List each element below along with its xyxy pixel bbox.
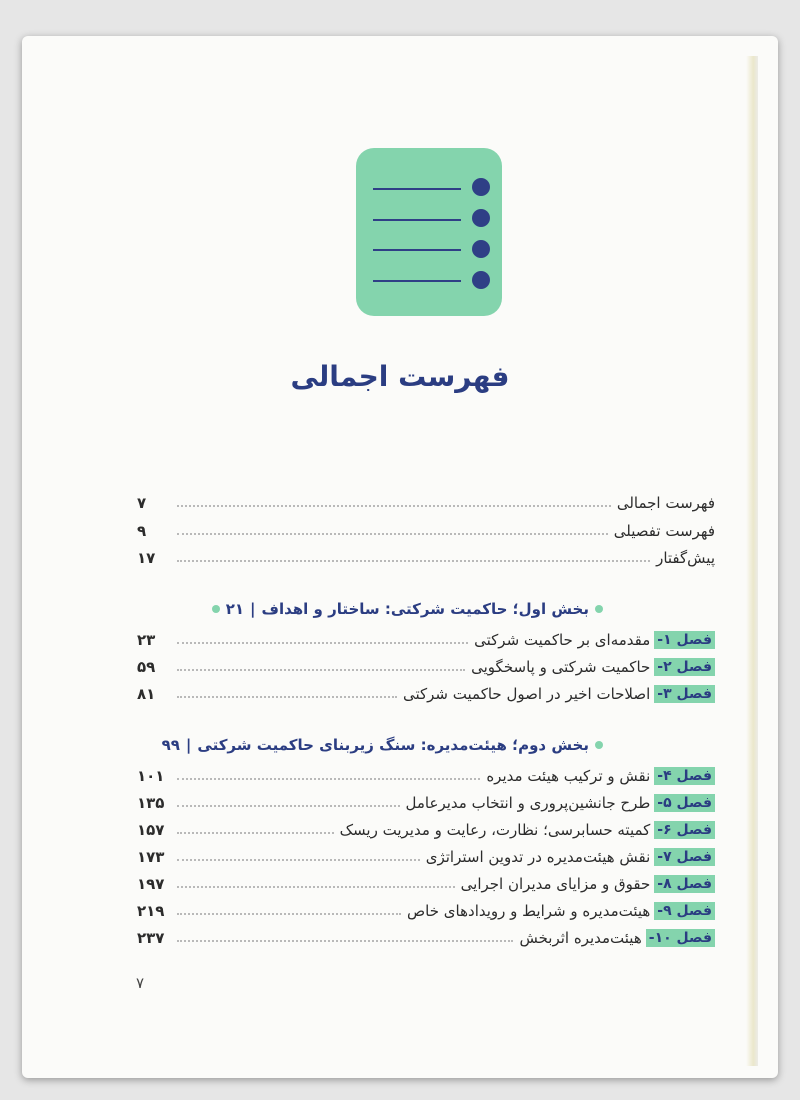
bullet-dot [595, 605, 603, 613]
dot-leader [177, 886, 455, 888]
separator: | [250, 600, 256, 618]
list-line [373, 280, 461, 282]
chapter-badge: فصل ۱- [654, 631, 715, 649]
chapter-entry[interactable] [137, 869, 715, 893]
toc-page-number: ۱۳۵ [137, 794, 165, 812]
toc-page-number: ۷ [137, 494, 147, 512]
toc-page-number: ۱۵۷ [137, 821, 165, 839]
list-bullet [472, 209, 490, 227]
list-line [373, 188, 461, 190]
chapter-entry[interactable] [137, 896, 715, 920]
toc-page-number: ۵۹ [137, 658, 156, 676]
page-title: فهرست اجمالی [290, 360, 510, 393]
toc-page-number: ۱۷ [137, 549, 156, 567]
book-page [22, 36, 778, 1078]
toc-page-number: ۸۱ [137, 685, 156, 703]
toc-entry-label: فهرست اجمالی [616, 494, 715, 512]
toc-entry[interactable] [137, 516, 715, 540]
toc-entry[interactable] [137, 488, 715, 512]
chapter-title: مقدمه‌ای بر حاکمیت شرکتی [474, 631, 651, 649]
chapter-entry[interactable] [137, 923, 715, 947]
dot-leader [177, 859, 420, 861]
toc-entry-label: فهرست تفصیلی [613, 522, 715, 540]
chapter-title: طرح جانشین‌پروری و انتخاب مدیرعامل [405, 794, 651, 812]
dot-leader [177, 913, 401, 915]
toc-page-number: ۱۷۳ [137, 848, 165, 866]
chapter-badge: فصل ۸- [654, 875, 715, 893]
section-page-number: ۹۹ [161, 736, 180, 754]
chapter-entry[interactable] [137, 815, 715, 839]
separator: | [185, 736, 192, 754]
list-line [373, 249, 461, 251]
toc-page-number: ۱۰۱ [137, 767, 165, 785]
dot-leader [177, 940, 513, 942]
chapter-badge: فصل ۷- [654, 848, 715, 866]
section-title: بخش دوم؛ هیئت‌مدیره: سنگ زیربنای حاکمیت شرکتی [197, 736, 589, 754]
page-spine-shadow [746, 56, 758, 1066]
list-bullet [472, 178, 490, 196]
toc-page-number: ۲۳ [137, 631, 156, 649]
dot-leader [177, 832, 334, 834]
chapter-title: حقوق و مزایای مدیران اجرایی [460, 875, 651, 893]
chapter-badge: فصل ۱۰- [646, 929, 715, 947]
section-heading[interactable] [137, 596, 603, 622]
chapter-entry[interactable] [137, 625, 715, 649]
dot-leader [177, 533, 608, 535]
chapter-entry[interactable] [137, 679, 715, 703]
dot-leader [177, 669, 465, 671]
chapter-badge: فصل ۴- [654, 767, 715, 785]
chapter-badge: فصل ۳- [654, 685, 715, 703]
dot-leader [177, 778, 480, 780]
chapter-title: نقش و ترکیب هیئت مدیره [486, 767, 651, 785]
chapter-badge: فصل ۵- [654, 794, 715, 812]
chapter-badge: فصل ۶- [654, 821, 715, 839]
chapter-entry[interactable] [137, 652, 715, 676]
dot-leader [177, 805, 400, 807]
dot-leader [177, 696, 397, 698]
dot-leader [177, 560, 650, 562]
chapter-title: نقش هیئت‌مدیره در تدوین استراتژی [425, 848, 651, 866]
dot-leader [177, 505, 611, 507]
chapter-entry[interactable] [137, 788, 715, 812]
toc-entry[interactable] [137, 543, 715, 567]
toc-page-number: ۱۹۷ [137, 875, 165, 893]
chapter-entry[interactable] [137, 761, 715, 785]
toc-page-number: ۲۳۷ [137, 929, 165, 947]
toc-page-number: ۲۱۹ [137, 902, 165, 920]
dot-leader [177, 642, 468, 644]
list-line [373, 219, 461, 221]
page-number: ۷ [136, 974, 145, 992]
bullet-dot [595, 741, 603, 749]
toc-page-number: ۹ [137, 522, 147, 540]
chapter-badge: فصل ۹- [654, 902, 715, 920]
chapter-title: اصلاحات اخیر در اصول حاکمیت شرکتی [402, 685, 651, 703]
chapter-title: هیئت‌مدیره اثربخش [519, 929, 642, 947]
chapter-title: حاکمیت شرکتی و پاسخگویی [471, 658, 651, 676]
toc-entry-label: پیش‌گفتار [656, 549, 715, 567]
list-icon [356, 148, 502, 316]
chapter-title: کمیته حسابرسی؛ نظارت، رعایت و مدیریت ریسک [339, 821, 651, 839]
list-bullet [472, 240, 490, 258]
chapter-title: هیئت‌مدیره و شرایط و رویدادهای خاص [407, 902, 651, 920]
section-heading[interactable] [137, 732, 603, 758]
section-title: بخش اول؛ حاکمیت شرکتی: ساختار و اهداف [261, 600, 589, 618]
list-bullet [472, 271, 490, 289]
section-page-number: ۲۱ [225, 600, 245, 618]
bullet-dot [212, 605, 220, 613]
chapter-badge: فصل ۲- [654, 658, 715, 676]
chapter-entry[interactable] [137, 842, 715, 866]
